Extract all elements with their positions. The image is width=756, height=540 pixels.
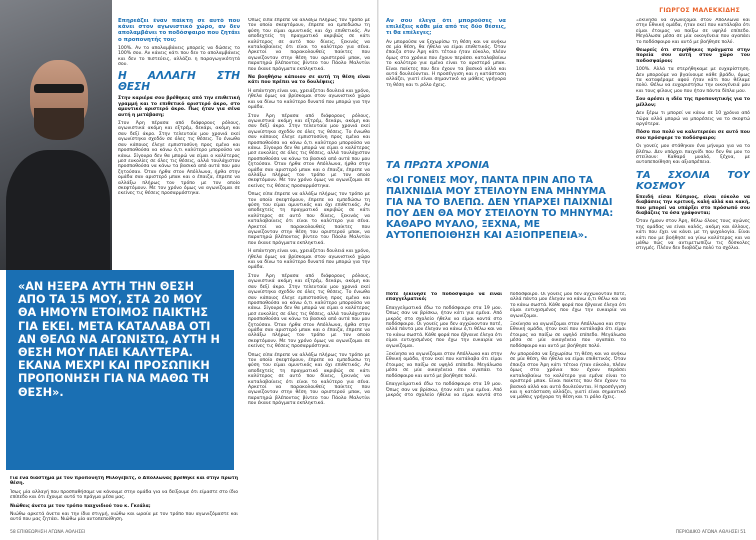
left-page-footer: 58 ΕΠΙΘΕΩΡΗΣΗ ΑΓΩΝΑ ΑΘΛΗΣΕΙ <box>10 530 86 535</box>
player-sunglasses <box>34 84 84 93</box>
left-bottom-column <box>10 476 238 528</box>
question: Θεωρείς ότι στερήθηκες πράγματα στην πορεία σου αυτή στον χώρο του ποδοσφαίρου; <box>636 48 750 64</box>
paragraph: Ξεκίνησα να αγωνίζομαι στον Απόλλωνα και στην Εθνική ομάδα, ήταν εκεί που κατάλαβα ότι είμαι έτοιμος να παίξω σε υψηλό επίπεδο. Μεγάλωσα μέσα σε μία οικογένεια που αγαπάει το ποδόσφαιρο και αυτό με βοήθησε πολύ. <box>636 18 750 45</box>
question: Για ένα διάστημα με τον προπονητή Μιλόγεβιτς, ο Απόλλωνας βρέθηκε και στην πρώτη θέση. <box>10 476 238 487</box>
lead-question: Αν σου έλεγα ότι μπορούσες να επιλέξεις κάθε μία από τις δύο θέσεις, τι θα επέλεγες; <box>386 18 506 37</box>
right-bottom-column <box>386 292 626 522</box>
paragraph: Δεν ξέρω τι μπορεί να κάνω σε 10 χρόνια από τώρα αλλά μπορώ να μπορέσεις να το σκεφτώ αργότερα. <box>636 111 750 127</box>
paragraph: Επαγγελματικά έδω το ποδόσφαιρο στα 19 μου. Όπως σαν να βρίσκω, ήταν κάτι για εμένα. Από μικρός στο σχολείο ήθελα να είμαι κοντά στο ποδόσφαιρο. Οι γονείς μου δεν αγχώνονταν ποτέ, αλλά πάντα μου έλεγαν να κάνω ό,τι θέλω και να το κάνω σωστά. Κάθε φορά που έβγαινε έλεγα ότι είμαι ευτυχισμένος που έχω την ευκαιρία να αγωνίζομαι. <box>386 305 503 349</box>
pull-quote-box <box>6 270 234 470</box>
section-heading: ΤΑ ΣΧΟΛΙΑ ΤΟΥ ΚΟΣΜΟΥ <box>636 169 750 192</box>
left-column-2 <box>248 18 370 518</box>
question: Πόσο πιο πολύ να καλυτερεύει σε αυτό που σου πρόσφερε το ποδόσφαιρο; <box>636 130 750 141</box>
question: Επειδή είσαι Κύπριος, είναι εύκολο να διαβάσεις την κριτική, καλή αλλά και κακή, που μπορεί να υπάρξει στο πρόσωπό σου διαβάζεις τα όσα γράφονται; <box>636 194 750 216</box>
paragraph: Ξεκίνησα να αγωνίζομαι στον Απόλλωνα και στην Εθνική ομάδα, ήταν εκεί που κατάλαβα ότι είμαι έτοιμος να παίξω σε υψηλό επίπεδο. Μεγάλωσα μέσα σε μία οικογένεια που αγαπάει το ποδόσφαιρο και αυτό με βοήθησε πολύ. <box>510 322 626 349</box>
paragraph: Η απάντηση είναι ναι, χρειάζεται δουλειά και χρόνο, ήθελα όμως να βρίσκομαι στον αγωνιστικό χώρο και να δίνω το καλύτερο δυνατό που μπορώ για την ομάδα. <box>248 249 370 271</box>
question: Να βοηθήσω κάποιον σε αυτή τη θέση είναι κάτι που πρέπει να το δουλέψεις; <box>248 75 370 86</box>
player-shirt <box>6 150 110 270</box>
question: Νιώθεις άνετα με τον τρόπο παιχνιδιού του κ. Γκεάλα; <box>10 503 151 509</box>
right-page-header: ΓΙΩΡΓΟΣ ΜΑΛΕΚΚΙΔΗΣ <box>659 7 740 14</box>
paragraph: 100%. Αν το απολαμβάνεις μπορείς να δώσεις το 100% σου. Αν κάνεις κάτι που δεν το απολαμβάνεις και δεν το πιστεύεις, αλλάζει η παραγωγικότητά σου. <box>118 45 240 68</box>
paragraph: Στον Άρη πέρασα από διάφορους ρόλους, αγωνιστικά ακόμη και εξτρέμ, δεκάρι, ακόμη και σαν δεξί άκρο. Στην τελευταία μου χρονιά εκεί αγωνίστηκα σχεδόν σε όλες τις θέσεις. Το ένιωθα σαν κάποιος έλεγε εμπιστοσύνη προς εμένα και προσπαθούσα να κάνω ό,τι καλύτερο μπορούσα να κάνω. Σίγουρα δεν θα μπορώ να είμαι ο καλύτερος μεσ ευκολίες σε όλες τις θέσεις, αλλά τουλάχιστον προσπαθούσα να κάνω τα βασικά από αυτά που μου ζητούσαν. Όταν ήρθα στον Απόλλωνα, ήρθα στην ομάδα σαν αριστερό μπακ και ο έπαιζα, έπρεπε να αλλάξω πλήρως τον τρόπο με τον οποίο σκεφτόμουν. Με τον χρόνο όμως να αγωνίζομαι σε εκείνες τις θέσεις προσαρμόστηκα. <box>248 113 370 189</box>
paragraph: Οι γονείς μου στάθηκαν ένα μήνυμα για να το βλέπω. Δεν υπάρχει παιχνίδι που δεν θα μου το στείλουν: Καθαρό μυαλό, ξέχνα, με αυτοπεποίθηση και αξιοπρέπεια. <box>636 144 750 166</box>
paragraph: Ίσως μία αλλαγή που προσπαθήσαμε να κάνουμε στην ομάδα για να δείξουμε ότι είμαστε στο ίδιο επίπεδο και ότι έχουμε αυτό το πράγμα μέσα μας. <box>10 489 238 501</box>
paragraph: 100%. Αλλά τα στερήθηκαμε με ευχαρίστηση. Δεν μπορούμε να βγαίνουμε κάθε βράδυ, όμως τα καταφέραμε αφού ήταν κάτι που θέλαμε πολύ. Θέλω να ευχαριστήσω την οικογένειά μου και τους φίλους μου που ήταν πάντα δίπλα μου. <box>636 67 750 94</box>
paragraph: Αν μπορούσα να ξεχωρίσω τη θέση και να ανήκω σε μία θέση, θα ήθελα να είμαι επιθετικός. Όταν έπαιζα στον Άρη κάτι τέτοιο ήταν εύκολο, πλέον όμως στα χρόνια που έχουν περάσει καταλαβαίνω το καλύτερο για εμένα είναι το αριστερό μπακ. Είναι παίκτες που δεν έχουν τα βασικά αλλά και αυτά δουλεύονται. Η προσέγγιση και η κατάσταση αλλάζει, γιατί είναι σημαντικό να μάθεις γρήγορα τη θέση και τι ρόλο έχεις. <box>510 352 626 401</box>
lead-question: Επηρεάζει έναν παίκτη σε αυτό που κάνει στον αγωνιστικό χώρο, αν δεν απολαμβάνει το ποδόσφαιρο που ζητάει ο προπονητής του; <box>118 18 240 43</box>
paragraph: Όπως είπα έπρεπε να αλλάξω πλήρως τον τρόπο με τον οποίο σκεφτόμουν, έπρεπε να εμπεδώσω τη φύση του είμαι αμυντικός και όχι επιθετικός. Αν αποδεχτείς τη πραγματικό ακριβώς σε κάτι καλύτερος σε αυτό που δίνεις, ξεκινάς να καταλαβαίνεις ότι είναι το καλύτερο για σένα. Αρκετοί να παρακολουθείς παίκτες που αγωνίζονταν στην θέση του αριστερού μπακ, να παρατηρώ βλέποντας βίντεο του Πάολο Μαλντίνι που έκανε πράγματα εκπληκτικά. <box>248 192 370 246</box>
left-column-1 <box>118 18 240 268</box>
paragraph: Όταν ήμουν στον Άρη, θέλω όλους τους αγώνες της ομάδας να είναι καλός, ακόμη και άλλους, κάτι που έχει να κάνει με τη ψυχολογία. Είναι κάτι που με βοήθησε να γίνω καλύτερος και να μάθω πώς να αντιμετωπίζω τις δύσκολες στιγμές. Πλέον δεν διαβάζω πολύ τα σχόλια. <box>636 219 750 252</box>
paragraph: Νιώθω αρκετά άνετα και την ίδια στιγμή, νιώθω και ωραία με τον τρόπο που αγωνιζόμαστε και αυτό που μας ζητάει. Νιώθω μία αυτοπεποίθηση. <box>10 512 238 523</box>
question: Στην καριέρα σου βρέθηκες από την επιθετική γραμμή και το επιθετικό αριστερό άκρο, στο αμυντικό αριστερό άκρο. Πως ήταν για σένα αυτή η μετάβαση; <box>118 96 240 118</box>
page-gutter <box>377 0 379 540</box>
paragraph: Επαγγελματικά έδω το ποδόσφαιρο στα 19 μου. Όπως σαν να βρίσκω, ήταν κάτι για εμένα. Από μικρός στο σχολείο ήθελα να είμαι κοντά στο ποδόσφαιρο. Οι γονείς μου δεν αγχώνονταν ποτέ, αλλά πάντα μου έλεγαν να κάνω ό,τι θέλω και να το κάνω σωστά. Κάθε φορά που έβγαινε έλεγα ότι είμαι ευτυχισμένος που έχω την ευκαιρία να αγωνίζομαι. <box>386 292 626 398</box>
right-column-1 <box>386 18 506 156</box>
section-heading: ΤΑ ΠΡΩΤΑ ΧΡΟΝΙΑ <box>386 160 490 171</box>
section-heading: Η ΑΛΛΑΓΗ ΣΤΗ ΘΕΣΗ <box>118 70 240 94</box>
player-photo <box>0 0 112 270</box>
paragraph: Η απάντηση είναι ναι, χρειάζεται δουλειά και χρόνο, ήθελα όμως να βρίσκομαι στον αγωνιστικό χώρο και να δίνω το καλύτερο δυνατό που μπορώ για την ομάδα. <box>248 88 370 111</box>
player-beard <box>34 108 84 140</box>
right-pull-quote <box>386 160 626 290</box>
paragraph: Ξεκίνησα να αγωνίζομαι στον Απόλλωνα και στην Εθνική ομάδα, ήταν εκεί που κατάλαβα ότι είμαι έτοιμος να παίξω σε υψηλό επίπεδο. Μεγάλωσα μέσα σε μία οικογένεια που αγαπάει το ποδόσφαιρο και αυτό με βοήθησε πολύ. <box>386 352 502 379</box>
question: Σου αρέσει η ιδέα της προπονητικής για το μέλλον; <box>636 97 750 108</box>
right-page-footer: ΠΕΡΙΟΔΙΚΟ ΑΓΩΝΑ ΑΘΛΗΣΕΙ 51 <box>675 530 746 535</box>
question: Πότε ξεκίνησε το ποδόσφαιρο να είναι επαγγελματικό; <box>386 292 502 303</box>
pull-quote-text: «ΑΝ ΗΞΕΡΑ ΑΥΤΗ ΤΗΝ ΘΕΣΗ ΑΠΟ ΤΑ 15 ΜΟΥ, ΣΤΑ 20 ΜΟΥ ΘΑ ΗΜΟΥΝ ΕΤΟΙΜΟΣ ΠΑΙΚΤΗΣ ΓΙΑ ΕΚΕΙ. ΜΕΤΑ ΚΑΤΑΛΑΒΑ ΟΤΙ ΑΝ ΘΕΛΩ ΝΑ ΑΓΩΝΙΣΤΩ, ΑΥΤΗ Η ΘΕΣΗ ΜΟΥ ΠΑΕΙ ΚΑΛΥΤΕΡΑ. ΕΚΑΝΑ ΜΕΧΡΙ ΚΑΙ ΠΡΟΣΩΠΙΚΗ ΠΡΟΠΟΝΗΣΗ ΓΙΑ ΝΑ ΜΑΘΩ ΤΗ ΘΕΣΗ». <box>18 280 220 399</box>
paragraph: Αν μπορούσα να ξεχωρίσω τη θέση και να ανήκω σε μία θέση, θα ήθελα να είμαι επιθετικός. Όταν έπαιζα στον Άρη κάτι τέτοιο ήταν εύκολο, πλέον όμως στα χρόνια που έχουν περάσει καταλαβαίνω το καλύτερο για εμένα είναι το αριστερό μπακ. Είναι παίκτες που δεν έχουν τα βασικά αλλά και αυτά δουλεύονται. Η προσέγγιση και η κατάσταση αλλάζει, γιατί είναι σημαντικό να μάθεις γρήγορα τη θέση και τι ρόλο έχεις. <box>386 39 506 88</box>
paragraph: Στον Άρη πέρασα από διάφορους ρόλους, αγωνιστικά ακόμη και εξτρέμ, δεκάρι, ακόμη και σαν δεξί άκρο. Στην τελευταία μου χρονιά εκεί αγωνίστηκα σχεδόν σε όλες τις θέσεις. Το ένιωθα σαν κάποιος έλεγε εμπιστοσύνη προς εμένα και προσπαθούσα να κάνω ό,τι καλύτερο μπορούσα να κάνω. Σίγουρα δεν θα μπορώ να είμαι ο καλύτερος μεσ ευκολίες σε όλες τις θέσεις, αλλά τουλάχιστον προσπαθούσα να κάνω τα βασικά από αυτά που μου ζητούσαν. Όταν ήρθα στον Απόλλωνα, ήρθα στην ομάδα σαν αριστερό μπακ και ο έπαιζα, έπρεπε να αλλάξω πλήρως τον τρόπο με τον οποίο σκεφτόμουν. Με τον χρόνο όμως να αγωνίζομαι σε εκείνες τις θέσεις προσαρμόστηκα. <box>118 121 240 197</box>
right-column-3 <box>636 18 750 518</box>
paragraph: Στον Άρη πέρασα από διάφορους ρόλους, αγωνιστικά ακόμη και εξτρέμ, δεκάρι, ακόμη και σαν δεξί άκρο. Στην τελευταία μου χρονιά εκεί αγωνίστηκα σχεδόν σε όλες τις θέσεις. Το ένιωθα σαν κάποιος έλεγε εμπιστοσύνη προς εμένα και προσπαθούσα να κάνω ό,τι καλύτερο μπορούσα να κάνω. Σίγουρα δεν θα μπορώ να είμαι ο καλύτερος μεσ ευκολίες σε όλες τις θέσεις, αλλά τουλάχιστον προσπαθούσα να κάνω τα βασικά από αυτά που μου ζητούσαν. Όταν ήρθα στον Απόλλωνα, ήρθα στην ομάδα σαν αριστερό μπακ και ο έπαιζα, έπρεπε να αλλάξω πλήρως τον τρόπο με τον οποίο σκεφτόμουν. Με τον χρόνο όμως να αγωνίζομαι σε εκείνες τις θέσεις προσαρμόστηκα. <box>248 273 370 350</box>
paragraph: Όπως είπα έπρεπε να αλλάξω πλήρως τον τρόπο με τον οποίο σκεφτόμουν, έπρεπε να εμπεδώσω τη φύση του είμαι αμυντικός και όχι επιθετικός. Αν αποδεχτείς τη πραγματικό ακριβώς σε κάτι καλύτερος σε αυτό που δίνεις, ξεκινάς να καταλαβαίνεις ότι είναι το καλύτερο για σένα. Αρκετοί να παρακολουθείς παίκτες που αγωνίζονταν στην θέση του αριστερού μπακ, να παρατηρώ βλέποντας βίντεο του Πάολο Μαλντίνι που έκανε πράγματα εκπληκτικά. <box>248 18 370 72</box>
paragraph: Όπως είπα έπρεπε να αλλάξω πλήρως τον τρόπο με τον οποίο σκεφτόμουν, έπρεπε να εμπεδώσω τη φύση του είμαι αμυντικός και όχι επιθετικός. Αν αποδεχτείς τη πραγματικό ακριβώς σε κάτι καλύτερος σε αυτό που δίνεις, ξεκινάς να καταλαβαίνεις ότι είναι το καλύτερο για σένα. Αρκετοί να παρακολουθείς παίκτες που αγωνίζονταν στην θέση του αριστερού μπακ, να παρατηρώ βλέποντας βίντεο του Πάολο Μαλντίνι που έκανε πράγματα εκπληκτικά. <box>248 352 370 407</box>
pull-quote-text: «ΟΙ ΓΟΝΕΙΣ ΜΟΥ, ΠΑΝΤΑ ΠΡΙΝ ΑΠΟ ΤΑ ΠΑΙΧΝΙΔΙΑ ΜΟΥ ΣΤΕΙΛΟΥΝ ΕΝΑ ΜΗΝΥΜΑ ΓΙΑ ΝΑ ΤΟ ΒΛΕΠΩ. ΔΕΝ ΥΠΑΡΧΕΙ ΠΑΙΧΝΙΔΙ ΠΟΥ ΔΕΝ ΘΑ ΜΟΥ ΣΤΕΙΛΟΥΝ ΤΟ ΜΗΝΥΜΑ: ΚΑΘΑΡΟ ΜΥΑΛΟ, ΞΕΧΝΑ, ΜΕ ΑΥΤΟΠΕΠΟΙΘΗΣΗ ΚΑΙ ΑΞΙΟΠΡΕΠΕΙΑ». <box>386 175 614 241</box>
